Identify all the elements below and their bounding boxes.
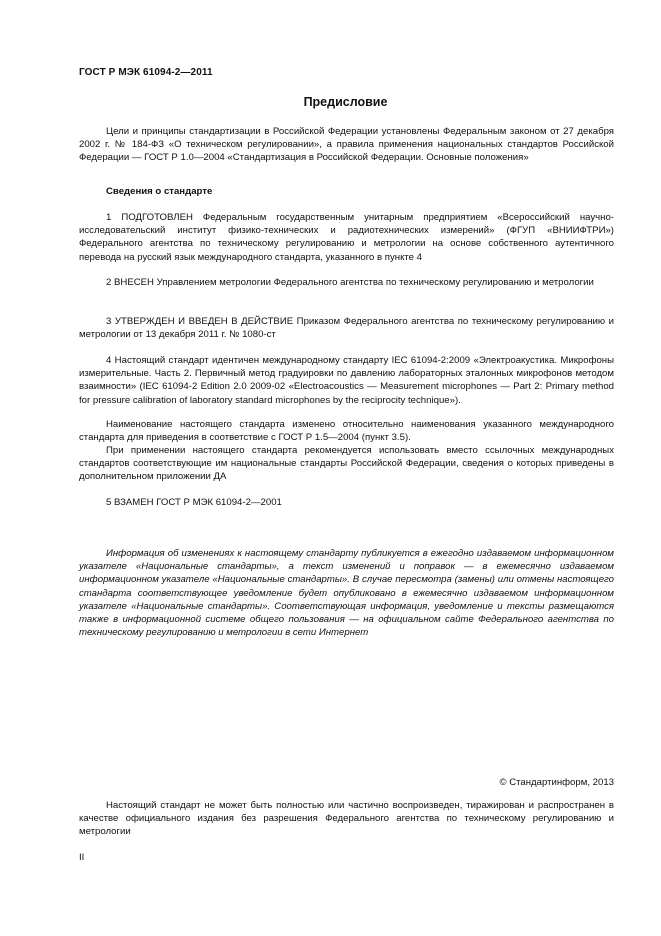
- item-1-paragraph: 1 ПОДГОТОВЛЕН Федеральным государственным унитарным предприятием «Всероссийский научно-исследовательский институт физико-технических и радиотехнических измерений» (ФГУП «ВНИИФТРИ») Федерального агентства по техническому регулированию и метрологии на основе собственного аутентичного перевода на русский язык международного стандарта, указанного в пункте 4: [79, 212, 614, 263]
- section-heading: Сведения о стандарте: [106, 186, 213, 197]
- intro-paragraph: Цели и принципы стандартизации в Российской Федерации установлены Федеральным законом от 27 декабря 2002 г. № 184-ФЗ «О техническом регулировании», а правила применения национальных стандартов Российской Федерации — ГОСТ Р 1.0—2004 «Стандартизация в Российской Федерации. Основные положения»: [79, 126, 614, 164]
- item-4-note-references: При применении настоящего стандарта рекомендуется использовать вместо ссылочных международных стандартов соответствующие им национальные стандарты Российской Федерации, сведения о которых приведены в дополнительном приложении ДА: [79, 445, 614, 483]
- copyright-line: © Стандартинформ, 2013: [499, 777, 614, 788]
- item-2-paragraph: 2 ВНЕСЕН Управлением метрологии Федерального агентства по техническому регулированию и метрологии: [106, 277, 594, 288]
- page-number: II: [79, 852, 85, 863]
- item-5-paragraph: 5 ВЗАМЕН ГОСТ Р МЭК 61094-2—2001: [106, 497, 282, 508]
- standard-code-header: ГОСТ Р МЭК 61094-2—2011: [79, 67, 213, 78]
- item-3-paragraph: 3 УТВЕРЖДЕН И ВВЕДЕН В ДЕЙСТВИЕ Приказом Федерального агентства по техническому регулированию и метрологии от 13 декабря 2011 г. № 1080-ст: [79, 316, 614, 341]
- item-4-note-name: Наименование настоящего стандарта изменено относительно наименования указанного международного стандарта для приведения в соответствие с ГОСТ Р 1.5—2004 (пункт 3.5).: [79, 419, 614, 444]
- item-4-paragraph: 4 Настоящий стандарт идентичен международному стандарту IEC 61094-2:2009 «Электроакустика. Микрофоны измерительные. Часть 2. Первичный метод градуировки по давлению лабораторных эталонных микрофонов методом взаимности» (IEC 61094-2 Edition 2.0 2009-02 «Electroacoustics — Measurement microphones — Part 2: Primary method for pressure calibration of laboratory standard microphones by the reciprocity technique»).: [79, 355, 614, 406]
- changes-notice: Информация об изменениях к настоящему стандарту публикуется в ежегодно издаваемом информационном указателе «Национальные стандарты», а текст изменений и поправок — в ежемесячно издаваемом информационном указателе «Национальные стандарты». В случае пересмотра (замены) или отмены настоящего стандарта соответствующее уведомление будет опубликовано в ежемесячно издаваемом информационном указателе «Национальные стандарты». Соответствующая информация, уведомление и тексты размещаются также в информационной системе общего пользования — на официальном сайте Федерального агентства по техническому регулированию и метрологии в сети Интернет: [79, 548, 614, 639]
- rights-notice: Настоящий стандарт не может быть полностью или частично воспроизведен, тиражирован и распространен в качестве официального издания без разрешения Федерального агентства по техническому регулированию и метрологии: [79, 800, 614, 838]
- page-title: Предисловие: [303, 95, 388, 109]
